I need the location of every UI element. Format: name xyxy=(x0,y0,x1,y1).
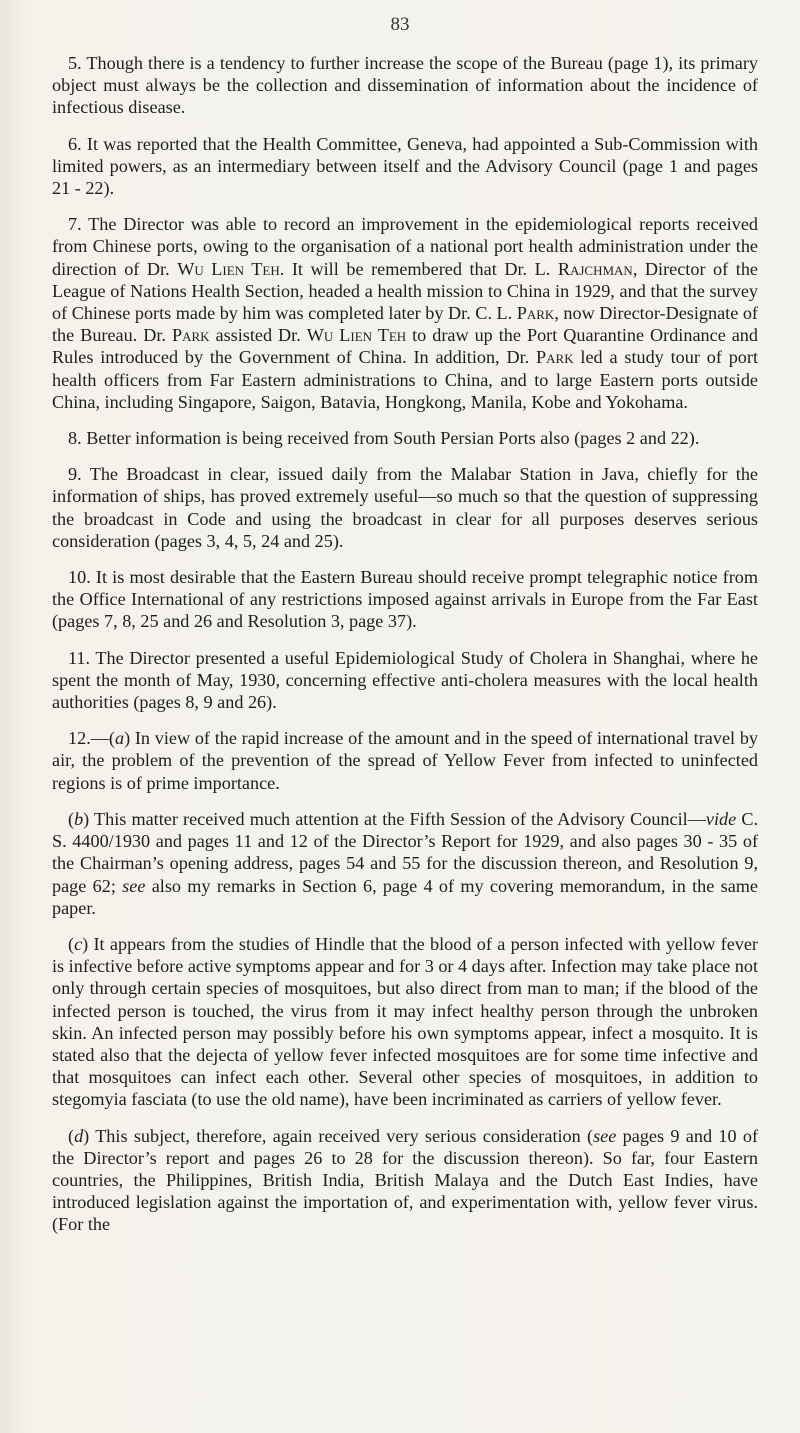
person-name: Park xyxy=(171,325,210,346)
paragraph-12c-text: ) It appears from the studies of Hindle that the blood of a person infected with yellow fever is infective before active symptoms appear and for 3 or 4 days after. Infection may take place not only through certain species of mosquitoes, but also direct from man to man; if the blood of the infected person is touched, the virus from it may infect healthy person through the unbroken skin. An infected person may possibly before his own symptoms appear, infect a mosquito. It is stated also that the dejecta of yellow fever infected mosquitoes are for some time infective and that mosquitoes can infect each other. Several other species of mosquitoes, in addition to stegomyia fasciata (to use the old name), have been incriminated as carriers of yellow fever. xyxy=(52,933,759,1110)
body-text xyxy=(52,52,758,1250)
paragraph-7-text: , now Director-Designate of the Bureau. Dr. xyxy=(52,303,758,346)
paragraph-12b xyxy=(52,808,758,919)
person-name: Wu Lien Teh xyxy=(306,325,407,346)
subsection-letter: d xyxy=(74,1125,84,1146)
paragraph-8: 8. Better information is being received from South Persian Ports also (pages 2 and 22). xyxy=(68,428,700,449)
paragraph-12b-text: ) This matter received much attention at the Fifth Session of the Advisory Council— xyxy=(83,808,706,829)
person-name: Wu Lien Teh xyxy=(177,258,280,279)
paragraph-12d-text: ( xyxy=(68,1125,75,1146)
subsection-letter: c xyxy=(74,933,83,954)
paragraph-6: 6. It was reported that the Health Committee, Geneva, had appointed a Sub-Commission with limited powers, as an intermediary between itself and the Advisory Council (page 1 and pages 21 - 22). xyxy=(52,133,758,199)
paragraph-12a-text: 12.—( xyxy=(68,728,115,749)
paragraph-7-text: 7. The Director was able to record an improvement in the epidemiological reports received from Chinese ports, owing to the organisation of a national port health administration under the direction of Dr. xyxy=(52,214,758,279)
paragraph-11: 11. The Director presented a useful Epidemiological Study of Cholera in Shanghai, where he spent the month of May, 1930, concerning effective anti-cholera measures with the local health authorities (pages 8, 9 and 26). xyxy=(52,647,758,713)
paragraph-12b-text: C. S. 4400/1930 and pages 11 and 12 of the Director’s Report for 1929, and also pages 30 - 35 of the Chairman’s opening address, pages 54 and 55 for the discussion thereon, and Resolution 9, page 62; xyxy=(52,808,758,896)
paragraph-5: 5. Though there is a tendency to further increase the scope of the Bureau (page 1), its primary object must always be the collection and dissemination of information about the incidence of infectious disease. xyxy=(52,53,758,118)
paragraph-12b-text: ( xyxy=(68,808,75,829)
person-name: Park xyxy=(516,303,555,324)
paragraph-7-text: to draw up the Port Quarantine Ordinance and Rules introduced by the Government of China. In addition, Dr. xyxy=(52,325,758,368)
paragraph-12b-text: also my remarks in Section 6, page 4 of my covering memorandum, in the same paper. xyxy=(52,875,759,918)
paragraph-7-text: , Director of the League of Nations Health Section, headed a health mission to China in 1929, and that the survey of Chinese ports made by him was completed later by Dr. C. L. xyxy=(52,258,758,324)
subsection-letter: b xyxy=(74,808,84,829)
italic-term: vide xyxy=(705,808,737,829)
person-name: Rajchman xyxy=(557,258,633,279)
paragraph-12c xyxy=(52,933,758,1111)
subsection-letter: a xyxy=(114,728,125,749)
paragraph-12d-text: ) This subject, therefore, again received very serious consideration ( xyxy=(83,1125,594,1146)
paragraph-7-text: assisted Dr. xyxy=(209,325,307,346)
paragraph-12c-text: ( xyxy=(68,933,75,954)
paragraph-12a-text: ) In view of the rapid increase of the amount and in the speed of international travel by air, the problem of the prevention of the spread of Yellow Fever from infected to uninfected regions is of prime importance. xyxy=(52,728,758,793)
paragraph-7-text: led a study tour of port health officers from Far Eastern administrations to China, and to large Eastern ports outside China, including Singapore, Saigon, Batavia, Hongkong, Manila, Kobe and Yokohama. xyxy=(52,347,759,412)
italic-term: see xyxy=(122,875,146,896)
paragraph-12a xyxy=(52,727,758,794)
page-number: 83 xyxy=(390,14,410,35)
paragraph-10: 10. It is most desirable that the Eastern Bureau should receive prompt telegraphic notice from the Office International of any restrictions imposed against arrivals in Europe from the Far East (pages 7, 8, 25 and 26 and Resolution 3, page 37). xyxy=(52,567,758,632)
paragraph-7-text: . It will be remembered that Dr. L. xyxy=(279,258,558,279)
paragraph-7 xyxy=(52,213,758,413)
italic-term: see xyxy=(593,1125,617,1146)
person-name: Park xyxy=(536,347,574,368)
paragraph-9: 9. The Broadcast in clear, issued daily from the Malabar Station in Java, chiefly for the information of ships, has proved extremely useful—so much so that the question of suppressing the broadcast in Code and using the broadcast in clear for all purposes deserves serious consideration (pages 3, 4, 5, 24 and 25). xyxy=(52,464,758,551)
paragraph-12d xyxy=(52,1125,758,1236)
paragraph-12d-text: pages 9 and 10 of the Director’s report and pages 26 to 28 for the discussion thereon). So far, four Eastern countries, the Philippines, British India, British Malaya and the Dutch East Indies, have introduced legislation against the importation of, and experimentation with, yellow fever virus. (For the xyxy=(52,1125,758,1235)
